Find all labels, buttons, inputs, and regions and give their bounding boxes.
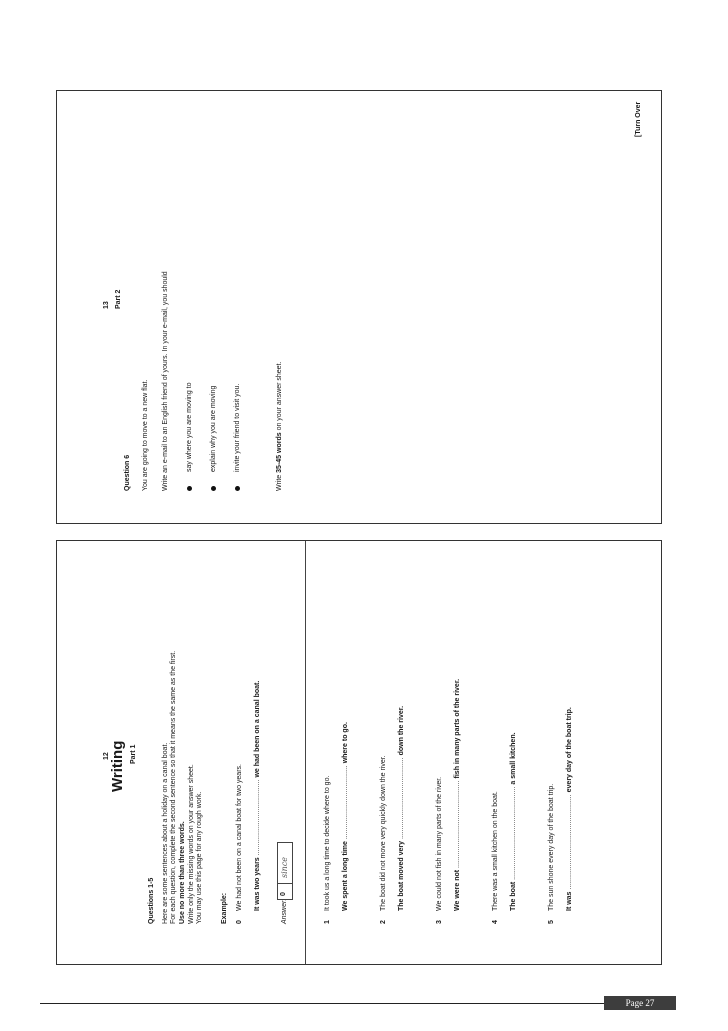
instruction-line: Write only the missing words on your answer sheet. bbox=[188, 764, 195, 924]
item-number: 3 bbox=[436, 920, 443, 924]
example-sentence: We had not been on a canal boat for two years. bbox=[236, 764, 243, 911]
answer-label: Answer: bbox=[281, 898, 288, 924]
turn-over-label: [Turn Over bbox=[635, 101, 642, 137]
footer-rule bbox=[40, 1003, 676, 1004]
answer-divider bbox=[278, 883, 292, 884]
example-completion: It was two years ....................................... we had been on a canal boat. bbox=[254, 680, 261, 911]
item-number: 2 bbox=[380, 920, 387, 924]
item-sentence: It took us a long time to decide where to go. bbox=[324, 775, 331, 911]
bullet-item bbox=[209, 386, 218, 491]
bullet-dot-icon bbox=[211, 486, 216, 491]
bullet-text: say where you are moving to bbox=[186, 382, 193, 472]
exam-page-13 bbox=[56, 90, 662, 524]
example-number: 0 bbox=[236, 920, 243, 924]
item-sentence: We could not fish in many parts of the river. bbox=[436, 776, 443, 911]
page-number-13: 13 bbox=[103, 301, 110, 309]
bullet-dot-icon bbox=[235, 486, 240, 491]
answer-box bbox=[277, 842, 293, 900]
example-label: Example: bbox=[221, 892, 228, 924]
part-heading-1: Part 1 bbox=[130, 744, 137, 764]
page-number-12: 12 bbox=[103, 752, 110, 760]
item-completion: The boat ................................................ a small kitchen. bbox=[510, 732, 517, 911]
instruction-line: Use no more than three words. bbox=[179, 821, 186, 924]
section-divider bbox=[305, 541, 306, 964]
answer-number: 0 bbox=[280, 892, 287, 896]
question-label: Question 6 bbox=[124, 454, 131, 491]
item-completion: It was ................................................. every day of the boat trip. bbox=[566, 707, 573, 911]
question-intro: You are going to move to a new flat. bbox=[142, 379, 149, 491]
questions-label: Questions 1-5 bbox=[148, 877, 155, 924]
exam-page-12 bbox=[56, 540, 662, 965]
question-brief: Write an e-mail to an English friend of yours. In your e-mail, you should bbox=[162, 271, 169, 491]
bullet-text: invite your friend to visit you. bbox=[234, 383, 241, 472]
bullet-text: explain why you are moving bbox=[210, 385, 217, 472]
answer-word: since bbox=[280, 856, 289, 878]
section-title: Writing bbox=[109, 740, 126, 792]
item-completion: The boat moved very .......................................... down the river. bbox=[398, 705, 405, 911]
bullet-item bbox=[185, 383, 194, 492]
part-heading-2: Part 2 bbox=[115, 289, 122, 309]
item-number: 4 bbox=[492, 920, 499, 924]
item-completion: We were not ............................................. fish in many parts of the river. bbox=[454, 678, 461, 911]
item-sentence: There was a small kitchen on the boat. bbox=[492, 791, 499, 911]
item-sentence: The sun shone every day of the boat trip. bbox=[548, 783, 555, 911]
item-sentence: The boat did not move very quickly down the river. bbox=[380, 755, 387, 911]
instruction-line: You may use this page for any rough work. bbox=[196, 791, 203, 924]
page-13-content bbox=[57, 91, 661, 523]
item-completion: We spent a long time ...................................... where to go. bbox=[342, 722, 349, 911]
bullet-dot-icon bbox=[187, 486, 192, 491]
page-12-content bbox=[57, 541, 661, 964]
word-count-instruction: Write 35-45 words on your answer sheet. bbox=[276, 361, 283, 491]
bullet-item bbox=[233, 384, 242, 491]
item-number: 1 bbox=[324, 920, 331, 924]
page-label: Page 27 bbox=[604, 996, 676, 1010]
instruction-line: For each question, complete the second sentence so that it means the same as the first. bbox=[170, 650, 177, 924]
item-number: 5 bbox=[548, 920, 555, 924]
instruction-line: Here are some sentences about a holiday on a canal boat. bbox=[162, 742, 169, 924]
